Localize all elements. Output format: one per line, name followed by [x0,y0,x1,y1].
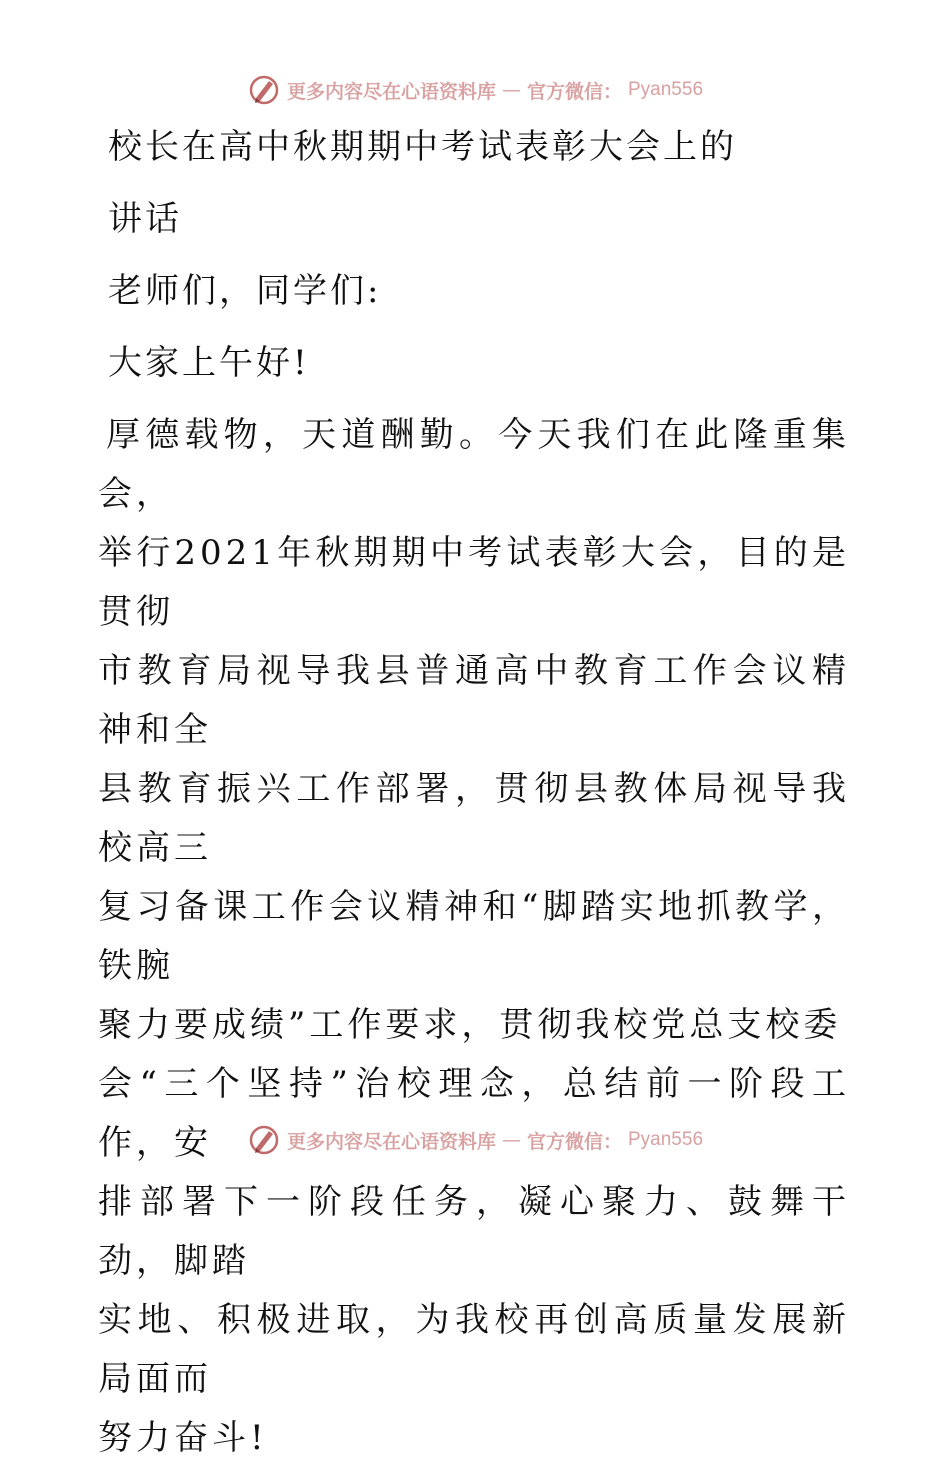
pen-logo-icon [247,1123,281,1157]
salutation: 老师们，同学们: [108,271,382,311]
paragraph-line: 实地、积极进取，为我校再创高质量发展新局面而 [98,1300,850,1399]
watermark-wechat-label: 官方微信： [526,1130,622,1153]
document-title-line-2: 讲话 [108,199,182,239]
watermark-text: 更多内容尽在心语资料库 [286,1130,496,1153]
paragraph-line: 县教育振兴工作部署，贯彻县教体局视导我校高三 [98,769,850,868]
paragraph-line: 聚力要成绩”工作要求，贯彻我校党总支校委 [98,1005,842,1045]
watermark-dash: — [501,79,521,101]
speech-paragraph [98,406,850,1468]
paragraph-line: 市教育局视导我县普通高中教育工作会议精神和全 [98,651,850,750]
paragraph-line: 排部署下一阶段任务，凝心聚力、鼓舞干劲，脚踏 [98,1182,850,1281]
paragraph-line: 举行2021年秋期期中考试表彰大会，目的是贯彻 [98,533,850,632]
document-body [98,118,850,1468]
paragraph-line: 会“三个坚持”治校理念，总结前一阶段工作，安 [98,1064,850,1163]
watermark-wechat-id: Pyan556 [628,79,704,100]
watermark-dash: — [501,1129,521,1151]
watermark-wechat-id: Pyan556 [628,1129,704,1150]
document-title-line-1: 校长在高中秋期期中考试表彰大会上的 [108,127,737,167]
header-watermark [0,70,950,110]
watermark-text: 更多内容尽在心语资料库 [286,80,496,103]
paragraph-line: 厚德载物，天道酬勤。今天我们在此隆重集会， [98,415,850,514]
watermark-wechat-label: 官方微信： [526,80,622,103]
footer-watermark [0,1120,950,1160]
paragraph-line: 努力奋斗! [98,1418,268,1458]
paragraph-line: 复习备课工作会议精神和“脚踏实地抓教学，铁腕 [98,887,850,986]
pen-logo-icon [247,73,281,107]
greeting: 大家上午好! [108,343,310,383]
